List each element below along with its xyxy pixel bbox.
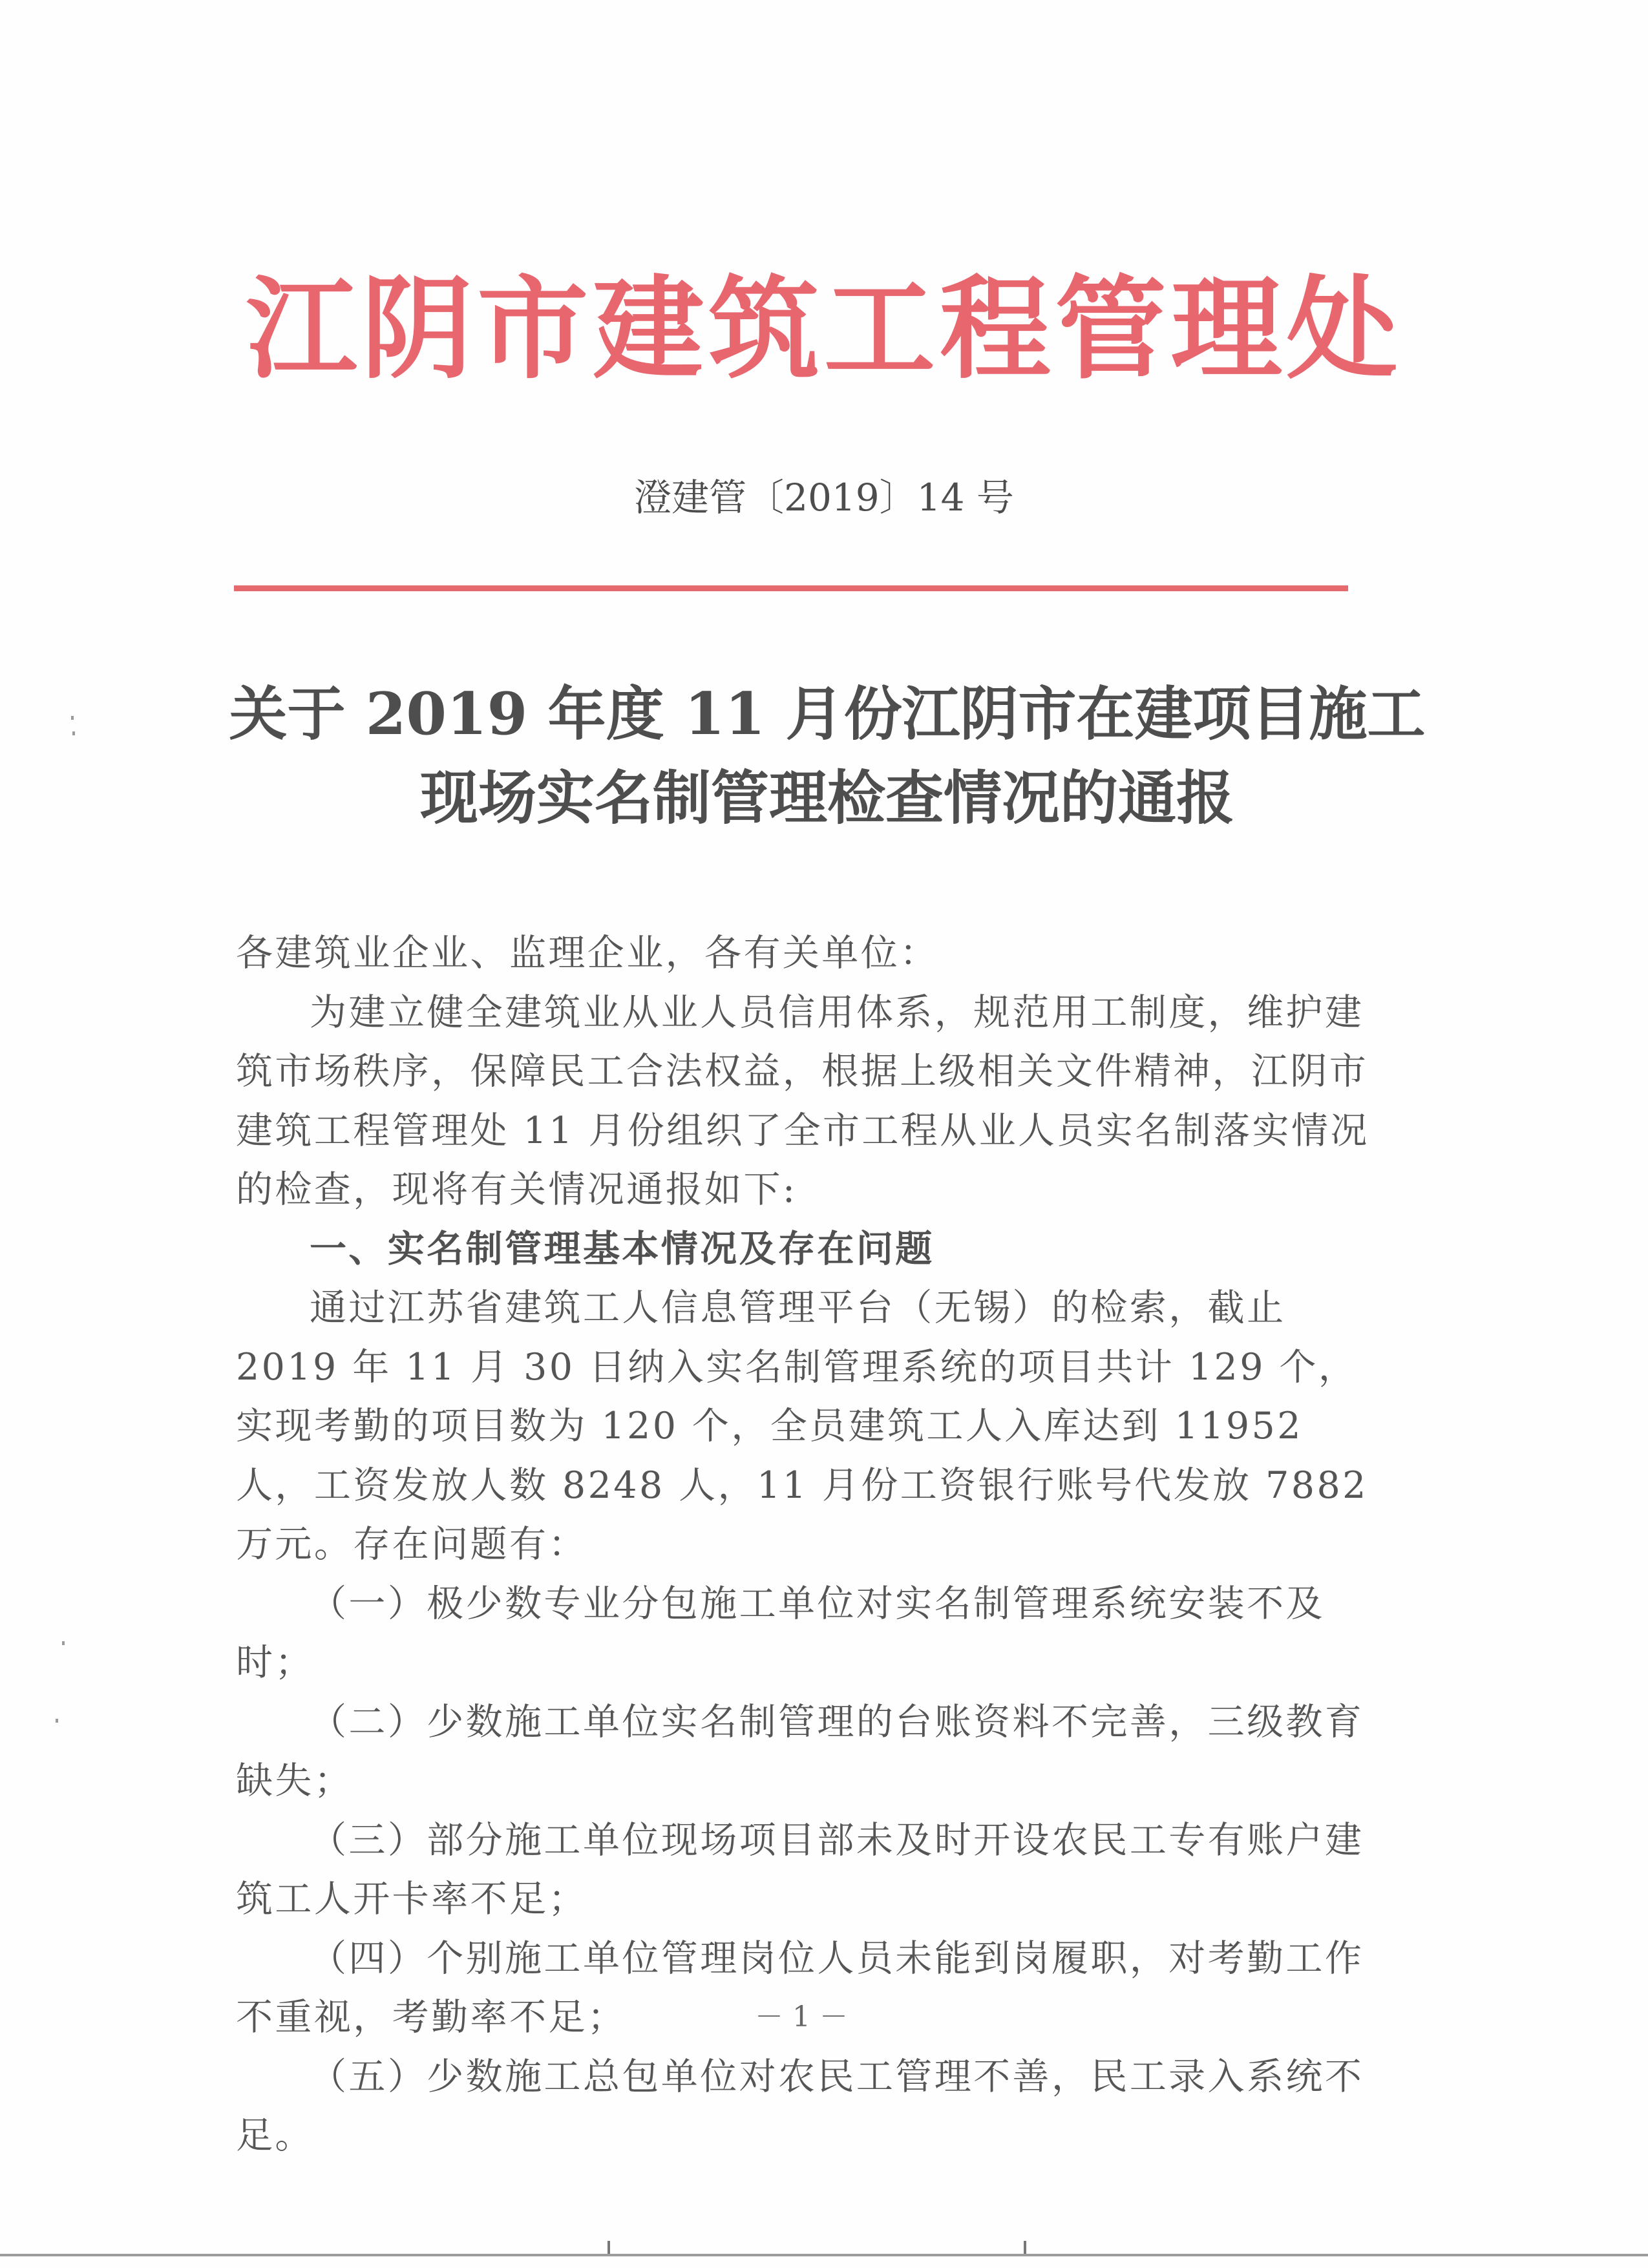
scan-speck bbox=[56, 1719, 58, 1723]
scan-bottom-edge bbox=[0, 2254, 1648, 2256]
document-title-line-2: 现场实名制管理检查情况的通报 bbox=[420, 764, 1234, 832]
document-title bbox=[213, 672, 1441, 840]
issue-item-5: （五）少数施工总包单位对农民工管理不善，民工录入系统不足。 bbox=[236, 2055, 1364, 2157]
document-number: 澄建管〔2019〕14 号 bbox=[634, 476, 1014, 520]
document-body bbox=[236, 924, 1373, 2166]
scan-bottom-bracket bbox=[607, 2241, 1026, 2255]
issue-item-2: （二）少数施工单位实名制管理的台账资料不完善，三级教育缺失； bbox=[236, 1700, 1364, 1802]
scan-speck bbox=[62, 1641, 65, 1645]
red-divider-line bbox=[234, 585, 1348, 591]
scan-speck bbox=[72, 731, 75, 735]
section-1-paragraph: 通过江苏省建筑工人信息管理平台（无锡）的检索，截止 2019 年 11 月 30 日纳入实名制管理系统的项目共计 129 个，实现考勤的项目数为 120 个，全员建筑工人入库达到 11952 人，工资发放人数 8248 人，11 月份工资银行账号代发放 7882 万元。存在问题有： bbox=[236, 1286, 1368, 1566]
intro-paragraph: 为建立健全建筑业从业人员信用体系，规范用工制度，维护建筑市场秩序，保障民工合法权益，根据上级相关文件精神，江阴市建筑工程管理处 11 月份组织了全市工程从业人员实名制落实情况的检查，现将有关情况通报如下: bbox=[236, 991, 1369, 1211]
page-number: － 1 － bbox=[755, 2000, 848, 2033]
organization-header: 江阴市建筑工程管理处 bbox=[246, 264, 1402, 394]
salutation: 各建筑业企业、监理企业，各有关单位： bbox=[236, 932, 939, 974]
section-heading-1: 一、实名制管理基本情况及存在问题 bbox=[310, 1227, 935, 1270]
scan-speck bbox=[71, 716, 74, 720]
issue-item-1: （一）极少数专业分包施工单位对实名制管理系统安装不及时； bbox=[236, 1582, 1325, 1684]
document-title-line-1: 关于 2019 年度 11 月份江阴市在建项目施工 bbox=[229, 680, 1426, 748]
issue-item-3: （三）部分施工单位现场项目部未及时开设农民工专有账户建筑工人开卡率不足； bbox=[236, 1818, 1364, 1920]
issue-item-4: （四）个别施工单位管理岗位人员未能到岗履职，对考勤工作不重视，考勤率不足； bbox=[236, 1937, 1364, 2039]
